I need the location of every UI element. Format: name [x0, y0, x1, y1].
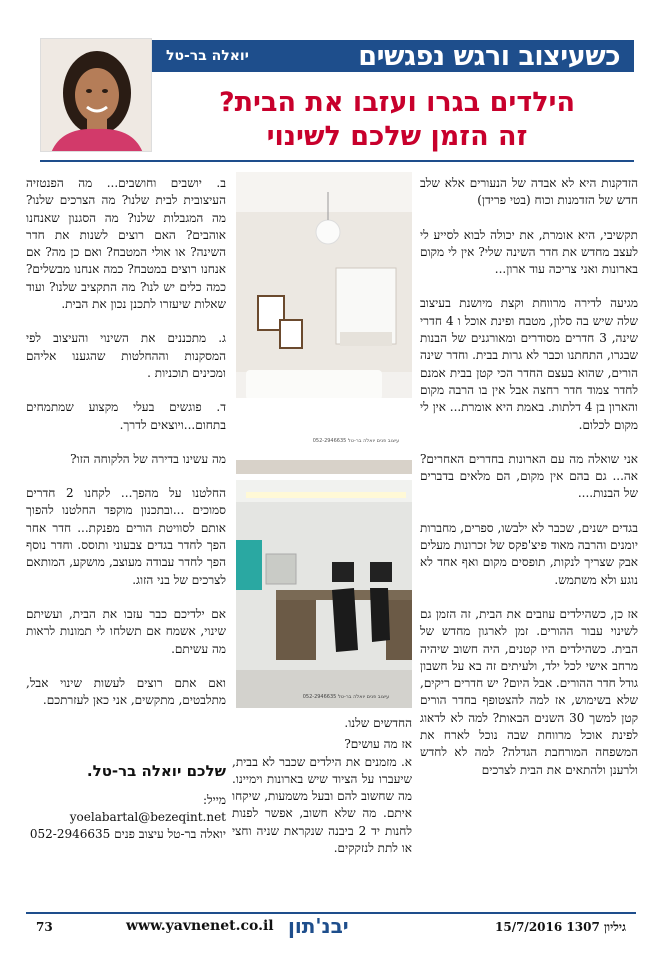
- paragraph: בגדים ישנים, שכבר לא ילבשו, ספרים, מחברות יומנים והרבה מאוד פיצ'פקס של זכרונות מעלים אבק שצריך לנקות, תופסים מקום ואף אחד לא נוגע ולא משתמש.: [420, 520, 638, 587]
- column-title-bar: [152, 40, 634, 72]
- paragraph: א. מזמנים את הילדים שכבר לא בבית, שיעברו על הציוד שיש בארונות וימיינו. מה שחשוב להם ובעל משמעות, שיקחו איתם. מה שלא חשוב, אפשר לפנות לחנות יד 2 ביבנה שנקראת שניה וחצי או לתת לנזקקים.: [232, 754, 413, 856]
- paragraph: ב. יושבים וחושבים... מה הפנטזיה העיצובית לבית שלנו? מה הצרכים שלנו? מה המגבלות שלנו? מה הסגנון שאנחנו אוהבים? האם רוצים לשנות את חדר השינה? או אולי המטבח? ואם כן מה? אם אנחנו רוצים במטבח? כמה אנחנו מבשלים? כמה כלים יש לנו? מה התקציב שלנו? ועוד שאלות שיעזרו לתכנן נכון את הבית.: [26, 176, 226, 312]
- left-column: [26, 175, 226, 726]
- page-number: 73: [36, 920, 53, 934]
- paragraph: החדשים שלנו.: [344, 716, 412, 730]
- column-title: כשעיצוב ורגש נפגשים: [358, 40, 620, 72]
- author-portrait: [40, 38, 152, 152]
- email-link[interactable]: yoelabartal@bezeqint.net: [69, 810, 226, 824]
- photo-caption: 052-2946635 עיצוב פנים יואלה בר-טל: [302, 694, 390, 700]
- paragraph: ד. פוגשים בעלי מקצוע שמתמחים בתחום...ויוצאים לדרך.: [26, 400, 226, 432]
- signoff: שלכם יואלה בר-טל.: [86, 762, 226, 780]
- mail-label: מייל:: [202, 793, 226, 807]
- top-margin: [0, 0, 652, 40]
- paragraph: ג. מתכננים את השינוי והעיצוב לפי המסקנות וההחלטות שהגענו אליהם ומכינים תוכניות .: [26, 331, 226, 380]
- website-link[interactable]: www.yavnenet.co.il: [126, 918, 274, 934]
- issue-info: גיליון 1307 15/7/2016: [495, 920, 626, 934]
- paragraph: אז כן, כשהילדים עוזבים את הבית, זה הזמן גם לשינוי עבור ההורים. זמן לארגון מחדש של הבית. כשהילדים היו קטנים, היה חשוב שיהיה מרחב אישי לכל ילד, ולעיתים זה בא על חשבון גודל חדר ההורים. אבל היום? יש חדרים ריקים, שלא בשימוש, אז למה להצטופף בחדר הורים קטן למשך 30 השנים הבאות? למה לא לדאוג לפינת אוכל מרווחת שבה נוכל לארח את המשפחה המורחבת הגדלה? למה לא לחדש ולרענן ולהתאים את הבית לצרכים: [420, 606, 638, 777]
- author-tag: יואלה בר-טל: [166, 48, 249, 64]
- paragraph: תקשיבי, היא אומרת, את יכולה לבוא לסייע לי לעצב מחדש את חדר השינה שלי? אין לי מקום בארונות ואני צריכה עוד ארון...: [420, 227, 638, 277]
- photo-caption: עיצוב פנים יואלה בר-טל 052-2946635: [312, 438, 400, 444]
- footer: [26, 916, 636, 938]
- paragraph: מגיעה לדירה מרווחת וקצת מיושנת בעיצוב שלה שיש בה סלון, מטבח ופינת אוכל ו 4 חדרי שינה, 3 חדרים מסודרים ומאורגנים של הבנות שבגרו, התחתנו וכבר לא גרות בבית. וחדר שינה הורים, שהוא בעצם החדר הכי קטן בבית אמנם לחדר צמוד חדר רחצה אבל אין בו הרבה מקום והארון בן 4 דלתות. באמת היא אומרת... אין לי מקום לכלום.: [420, 296, 638, 432]
- contact-block: [26, 792, 226, 843]
- paragraph: הזדקנות היא לא אבדה של הנעורים אלא שלב חדש של הזדמנות וכוח (בטי פרידן): [420, 176, 638, 208]
- publication-logo: יבנ'תון: [288, 914, 349, 938]
- right-column: [420, 175, 638, 796]
- office-photo: [236, 480, 412, 708]
- paragraph: מה עשינו בדירה של הלקוחה הזו?: [70, 451, 226, 466]
- paragraph: אז מה עושים?: [344, 737, 412, 752]
- paragraph: ואם אתם רוצים לעשות שינוי אבל, מתלבטים, מתקשים, אני כאן לעזרתכם.: [26, 675, 226, 708]
- bedroom-photo: [236, 172, 412, 474]
- paragraph: אני שואלה מה עם הארונות בחדרים האחרים? אה... גם בהם אין מקום, הם מלאים בדברים של הבנות....: [420, 451, 638, 501]
- headline: [160, 86, 634, 154]
- paragraph: אם ילדיכם כבר עזבו את הבית, ועשיתם שינוי, אשמח אם תשלחו לי תמונות לראות מה עשיתם.: [26, 606, 226, 656]
- headline-line-1: הילדים בגרו ועזבו את הבית?: [218, 87, 576, 118]
- headline-line-2: זה הזמן שלכם לשינוי: [266, 121, 528, 152]
- paragraph: החלטנו על מהפך... לקחנו 2 חדרים סמוכים ...ובתכנון מוקפד החלטנו להפוך אותם לסוויטת הורים מפנקת... חדר אחר הפך לחדר בגדים צבעוני ותוסס. וחדר נוסף הפך לחדר עבודה מעוצב, מושקע, המותאם לצרכים של בני הזוג.: [26, 486, 227, 587]
- middle-column: [232, 715, 412, 874]
- headline-divider: [40, 160, 634, 162]
- business-contact: יואלה בר-טל עיצוב פנים 052-2946635: [29, 827, 226, 841]
